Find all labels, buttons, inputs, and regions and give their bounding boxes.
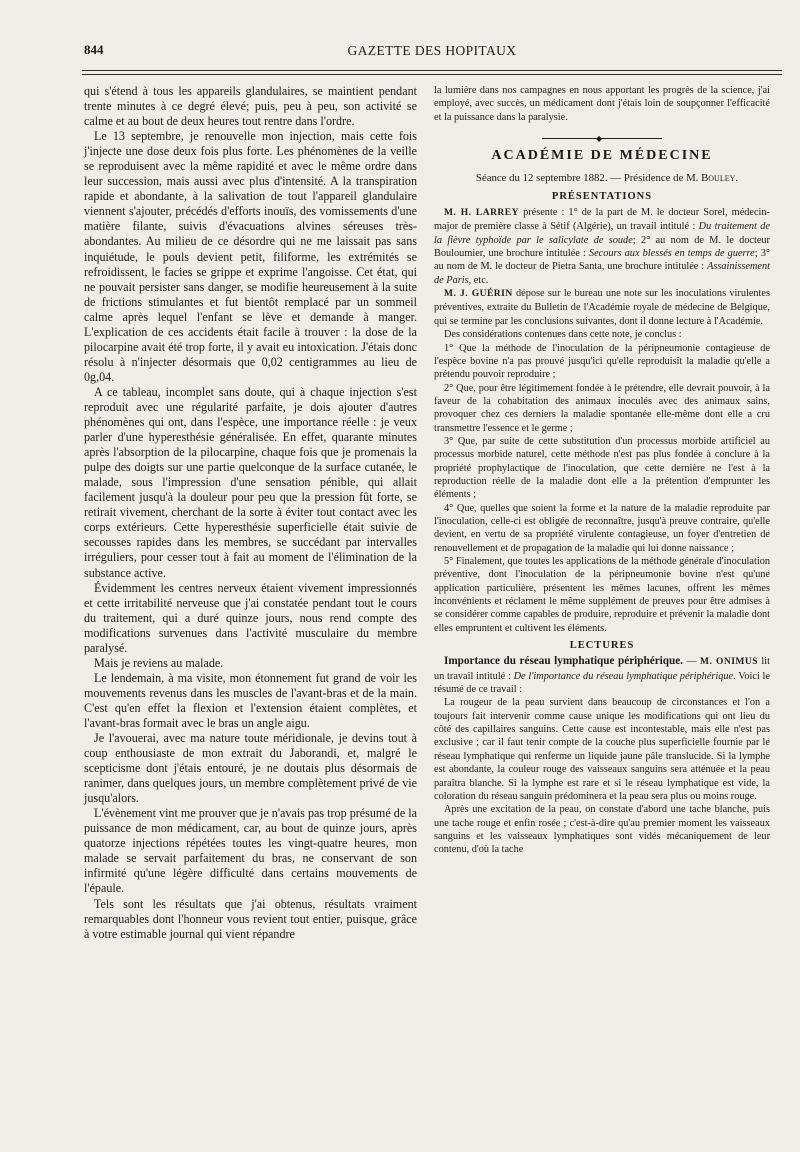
subsection-heading: PRÉSENTATIONS — [551, 190, 653, 202]
paragraph — [434, 206, 770, 287]
paragraph — [434, 287, 770, 328]
conclusion-item: 3° Que, par suite de cette substitution d'un processus morbide artificiel au processus morbide naturel, cette méthode n'est pas plus fondée à conclure à la propriété prophylactique de l'inoculation, que cette dernière ne l'est à la reproduction réelle de la maladie dont elle a la prétention d'emprunter les éléments ; — [434, 435, 770, 501]
seance-line — [434, 172, 770, 185]
speaker-name: M. ONIMUS — [699, 657, 759, 668]
paragraph: Évidemment les centres nerveux étaient vivement impressionnés et cette irritabilité nerveuse que j'ai constatée pendant tout le cours du traitement, qui a duré quinze jours, nous rend compte des modifications survenues dans l'activité musculaire du membre paralysé. — [84, 580, 417, 655]
subsection-heading: LECTURES — [569, 640, 635, 652]
page-number: 844 — [84, 42, 104, 57]
text-run: ; 2° au nom de M. le docteur Bouloumier, une brochure intitulée : — [434, 234, 770, 260]
paragraph: La rougeur de la peau survient dans beaucoup de circonstances et l'on a toujours fait intervenir comme cause unique les modifications qui ont lieu du côté des capillaires sanguins. Cette cause est incontestable, mais elle n'est pas exclusive ; car il faut tenir compte de la couche plus superficielle fournie par le réseau lymphatique qui renferme un liquide jaune pâle translucide. Si la lymphe est abondante, la couleur rouge des vaisseaux sanguins sera atténuée et la peau paraîtra blanche. Si la lymphe est rare et si le réseau lymphatique est vide, la coloration du réseau sanguin prédominera et la peau sera plus ou moins rouge. — [434, 697, 770, 802]
text-run: dépose sur le bureau une note sur les inoculations virulentes préventives, extraite du Bulletin de l'Académie royale de médecine de Belgique, qui se termine par les conclusions suivantes, dont il donne lecture à l'Académie. — [434, 288, 770, 327]
paragraph: Le 13 septembre, je renouvelle mon injection, mais cette fois j'injecte une dose deux fois plus forte. Les phénomènes de la veille se reproduisent avec la même rapidité et avec le même ordre dans leur succession, mais aussi avec plus d'intensité. A la transpiration rapide et abondante, à la salivation de tout l'appareil glandulaire viennent s'ajouter, précédés d'efforts inouïs, des vomissements d'une matière filante, suivis d'évacuations alvines séreuses très-abondantes. Au milieu de ce désordre qui ne me laissait pas sans inquiétude, le pouls devient petit, filiforme, les extrémités se refroidissent, le facies se grippe et exprime l'angoisse. Cet état, qui ne pouvait persister sans danger, se modifie heureusement à la suite de frictions stimulantes et fut bientôt remplacé par un sommeil calme après lequel l'enfant se lève et demande à manger. L'explication de ces accidents était facile à trouver : la dose de la pilocarpine avait été trop forte, il y avait eu intoxication. J'étais donc résolu à n'injecter désormais que 0,02 centigrammes au lieu de 0g,04. — [84, 129, 417, 384]
work-title: Secours aux blessés en temps de guerre — [588, 248, 755, 260]
speaker-name: M. H. LARREY — [444, 208, 519, 219]
text-run: ; 3° au nom de M. le docteur de Pietra Santa, une brochure intitulée : — [434, 248, 770, 273]
conclusion-item: 1° Que la méthode de l'inoculation de la péripneumonie contagieuse de l'espèce bovine n'a pas prouvé jusqu'ici qu'elle reproduisît la maladie qu'elle a prétendu pouvoir reproduire ; — [434, 342, 770, 381]
paragraph: la lumière dans nos campagnes en nous apportant les progrès de la science, j'ai employé, avec succès, un médicament dont j'étais loin de soupçonner l'efficacité et la puissance dans la paralysie. — [434, 85, 770, 123]
paragraph: Mais je reviens au malade. — [94, 655, 224, 670]
work-title: Du traitement de la fièvre typhoïde par le salicylate de soude — [434, 221, 770, 246]
text-run: . Voici le résumé de ce travail : — [434, 670, 770, 696]
seance-president: Bouley. — [701, 172, 739, 185]
right-column — [434, 84, 770, 857]
speaker-name: M. J. GUÉRIN — [444, 289, 513, 300]
text-run: présente : 1° de la part de M. le docteur Sorel, médecin-major de première classe à Sétif (Algérie), un travail intitulé : — [434, 207, 770, 233]
work-title: Assainissement de Paris — [434, 261, 770, 286]
seance-text: Séance du 12 septembre 1882. — Présidence de M. — [475, 172, 702, 185]
left-column — [84, 84, 417, 942]
paragraph: Des considérations contenues dans cette note, je conclus : — [444, 329, 682, 341]
conclusion-item: 4° Que, quelles que soient la forme et la nature de la maladie reproduite par l'inoculation, celle-ci est obligée de reconnaître, jusqu'à preuve contraire, qu'elle devient, en vertu de sa propriété virulente contagieuse, un foyer d'entretien de renouvellement et de propagation de la maladie qui lui donne naissance ; — [434, 502, 770, 554]
conclusion-item: 2° Que, pour être légitimement fondée à le prétendre, elle devrait pouvoir, à la faveur de la cohabitation des animaux inoculés avec des animaux sains, provoquer chez ces derniers la maladie spontanée elle-même dont elle a cru transmettre l'essence et le germe ; — [434, 382, 770, 434]
section-separator: ◆ — [542, 138, 662, 139]
paragraph: qui s'étend à tous les appareils glandulaires, se maintient pendant trente minutes à ce degré élevé; puis, peu à peu, son activité se calme et au bout de deux heures tout rentre dans l'ordre. — [84, 84, 417, 129]
page-header — [82, 42, 782, 64]
paragraph: Tels sont les résultats que j'ai obtenus, résultats vraiment remarquables dont l'honneur vous revient tout entier, puisque, grâce à votre estimable journal qui vient répandre — [84, 896, 417, 941]
paragraph — [434, 655, 770, 696]
header-rule-top — [82, 70, 782, 71]
conclusion-item: 5° Finalement, que toutes les applications de la méthode générale d'inoculation préventive, dont l'inoculation de la péripneumonie bovine n'est qu'une application particulière, présentent les mêmes lacunes, offrent les mêmes inconvénients et réclament le même supplément de preuves pour être admises à se considérer comme capables de produire, reproduire et prévenir la maladie dont elles empruntent et cultivent les éléments. — [434, 556, 770, 634]
header-rule-bottom — [82, 74, 782, 75]
text-run: , etc. — [468, 274, 489, 286]
section-title: ACADÉMIE DE MÉDECINE — [491, 148, 713, 164]
text-run: lit un travail intitulé : — [434, 656, 770, 682]
paragraph: Le lendemain, à ma visite, mon étonnement fut grand de voir les mouvements revenus dans les muscles de l'avant-bras et de la main. C'est qu'en effet la flexion et l'extension étaient complètes, et l'avant-bras formait avec le bras un angle aigu. — [84, 670, 417, 730]
paragraph: A ce tableau, incomplet sans doute, qui à chaque injection s'est reproduit avec une régularité parfaite, je dois ajouter d'autres phénomènes qui ont, dans l'espèce, une importance réelle : je veux parler d'une hyperesthésie généralisée. En effet, quarante minutes après l'absorption de la pilocarpine, chaque fois que je promenais la pulpe des doigts sur une partie quelconque de la surface cutanée, le malade, sous l'impression d'une sensation pénible, qui allait facilement jusqu'à la douleur pour peu que la pression fût forte, se retirait vivement, cherchant de la sorte à éviter tout contact avec les corps extérieurs. Cette hyperesthésie superficielle était suivie de secousses rapides dans les membres, se succédant par intervalles irréguliers, pour cesser tout à fait au moment de l'élimination de la substance active. — [84, 384, 417, 580]
paragraph: Après une excitation de la peau, on constate d'abord une tache blanche, puis une tache rouge et enfin rosée ; c'est-à-dire qu'au premier moment les vaisseaux sanguins et les vaisseaux lymphatiques sont vidés mécaniquement de leur contenu, d'où la tache — [434, 804, 770, 856]
paragraph: L'évènement vint me prouver que je n'avais pas trop présumé de la puissance de mon médicament, car, au bout de quinze jours, après quatorze injections répétées toutes les vingt-quatre heures, mon malade se servait parfaitement du bras, ne conservant de son infirmité qu'une légère difficulté dans certains mouvements de l'épaule. — [84, 806, 417, 896]
work-title: De l'importance du réseau lymphatique périphérique — [513, 670, 734, 682]
paragraph: Je l'avouerai, avec ma nature toute méridionale, je devins tout à coup enthousiaste de mon extrait du Jaborandi, et, malgré le scepticisme dont j'étais entouré, je ne doutais plus désormais de ranimer, dans quelques jours, un membre complètement privé de vie jusqu'alors. — [84, 731, 417, 806]
text-run: — — [682, 656, 700, 668]
running-title: GAZETTE DES HOPITAUX — [347, 43, 517, 58]
lecture-title: Importance du réseau lymphatique périphérique. — [444, 655, 683, 668]
